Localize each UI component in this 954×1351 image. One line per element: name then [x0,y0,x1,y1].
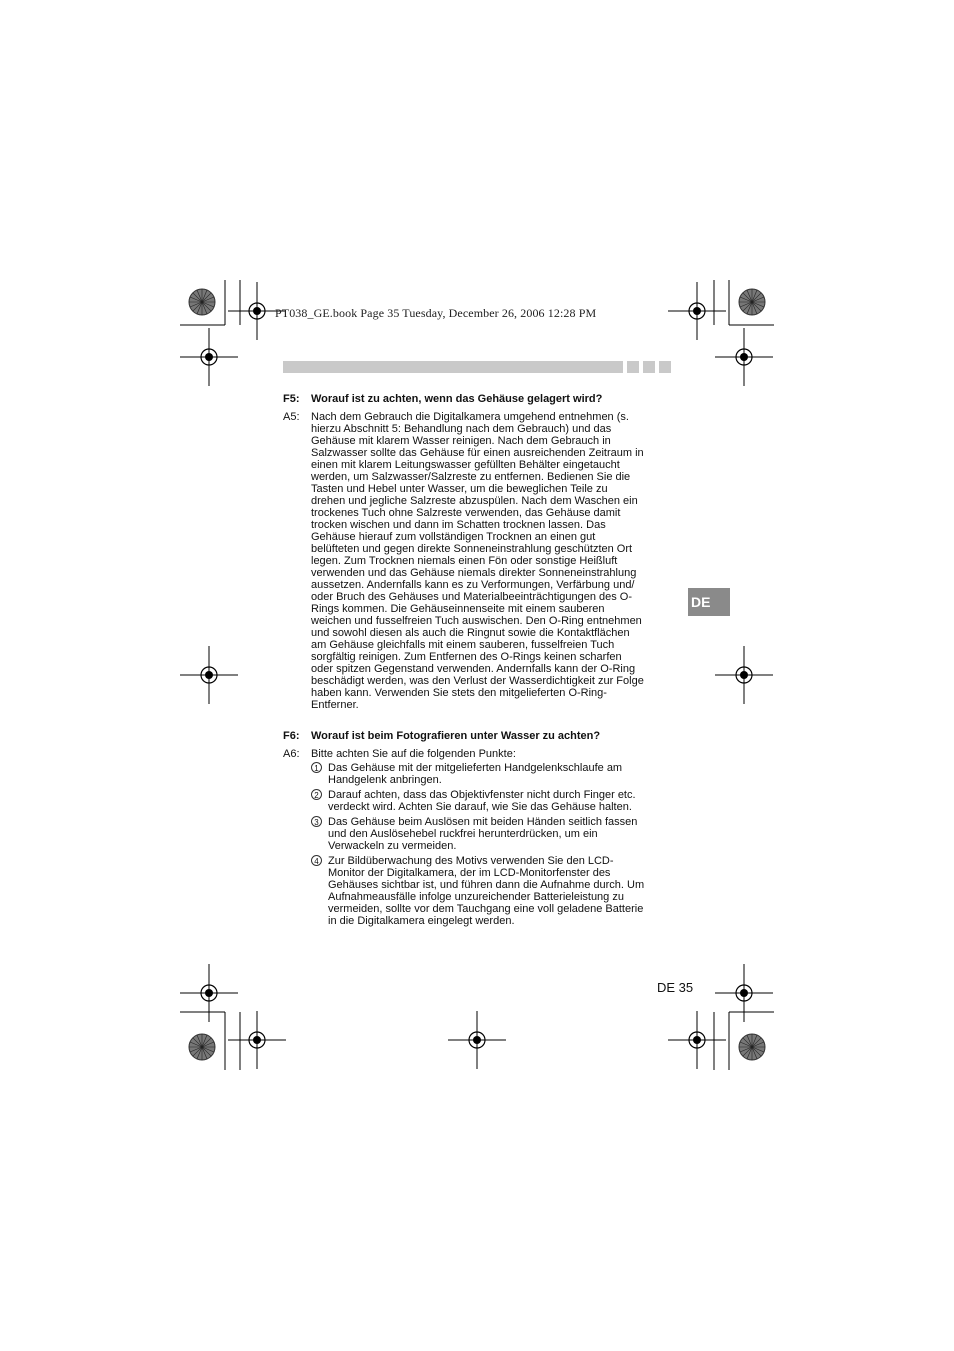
answer-list [311,762,673,930]
header-bar-block-1 [627,361,639,373]
page-number: DE 35 [657,980,694,995]
question-text: Worauf ist zu achten, wenn das Gehäuse gelagert wird? [311,393,603,405]
answer-a6 [283,748,673,760]
answer-a5 [283,411,673,711]
header-bar [283,361,623,373]
circled-number: 2 [311,789,322,800]
list-item: 4 Zur Bildüberwachung des Motivs verwenden Sie den LCD- Monitor der Digitalkamera, der im LCD-Monitorfenster des Gehäuses sichtbar ist, und führen dann die Aufnahme durch. Um Aufnahmeausfälle infolge unzureichender Batterieleistung zu vermeiden, sollte vor dem Tauchgang eine voll geladene Batterie in die Digitalkamera eingelegt werden. [311,855,673,927]
language-tab: DE [688,588,730,616]
circled-number: 3 [311,816,322,827]
book-info-header: PT038_GE.book Page 35 Tuesday, December 26, 2006 12:28 PM [275,306,597,320]
circled-number: 1 [311,762,322,773]
list-item: 1 Das Gehäuse mit der mitgelieferten Handgelenkschlaufe am Handgelenk anbringen. [311,762,673,786]
header-bar-block-2 [643,361,655,373]
list-item: 3 Das Gehäuse beim Auslösen mit beiden Händen seitlich fassen und den Auslösehebel ruckfrei herunterdrücken, um ein Verwackeln zu vermeiden. [311,816,673,852]
answer-intro: Bitte achten Sie auf die folgenden Punkte: [311,748,516,760]
answer-label: A5: [283,411,300,423]
answer-label: A6: [283,748,300,760]
header-bar-block-3 [659,361,671,373]
answer-text: Nach dem Gebrauch die Digitalkamera umgehend entnehmen (s. hierzu Abschnitt 5: Behandlung nach dem Gebrauch) und das Gehäuse mit klarem Wasser reinigen. Nach dem Gebrauch in Salzwasser sollte das Gehäuse für einen ausreichenden Zeitraum in einen mit klarem Leitungswasser gefüllten Behälter eingetaucht werden, um Salzwasser/Salzreste zu entfernen. Bedienen Sie die Tasten und Hebel unter Wasser, um die beweglichen Teile zu drehen und jegliche Salzreste abzuspülen. Nach dem Waschen ein trockenes Tuch ohne Salzreste verwenden, das Gehäuse damit trocken wischen und dann im Schatten trocknen lassen. Das Gehäuse hierauf zum vollständigen Trocknen an einen gut belüfteten und gegen direkte Sonneneinstrahlung geschützten Ort legen. Zum Trocknen niemals einen Fön oder sonstige Heißluft verwenden und das Gehäuse niemals direkter Sonneneinstrahlung aussetzen. Andernfalls kann es zu Verformungen, Verfärbung und/ oder Bruch des Gehäuses und Materialbeeinträchtigungen des O- Rings kommen. Die Gehäuseinnenseite mit einem sauberen weichen und fusselfreien Tuch auswischen. Den O-Ring entnehmen und sowohl diesen als auch die Ringnut sowie die Kontaktflächen am Gehäuse gleichfalls mit einem sauberen, fusselfreien Tuch sorgfältig reinigen. Zum Entfernen des O-Rings keinen scharfen oder spitzen Gegenstand verwenden. Andernfalls kann der O-Ring beschädigt werden, was den Verlust der Wasserdichtigkeit zur Folge haben kann. Verwenden Sie stets den mitgelieferten O-Ring- Entferner. [311,411,644,711]
question-f5 [283,393,673,405]
list-item: 2 Darauf achten, dass das Objektivfenster nicht durch Finger etc. verdeckt wird. Achten Sie darauf, wie Sie das Gehäuse halten. [311,789,673,813]
question-label: F6: [283,730,300,742]
question-label: F5: [283,393,300,405]
circled-number: 4 [311,855,322,866]
question-f6 [283,730,673,742]
question-text: Worauf ist beim Fotografieren unter Wasser zu achten? [311,730,601,742]
